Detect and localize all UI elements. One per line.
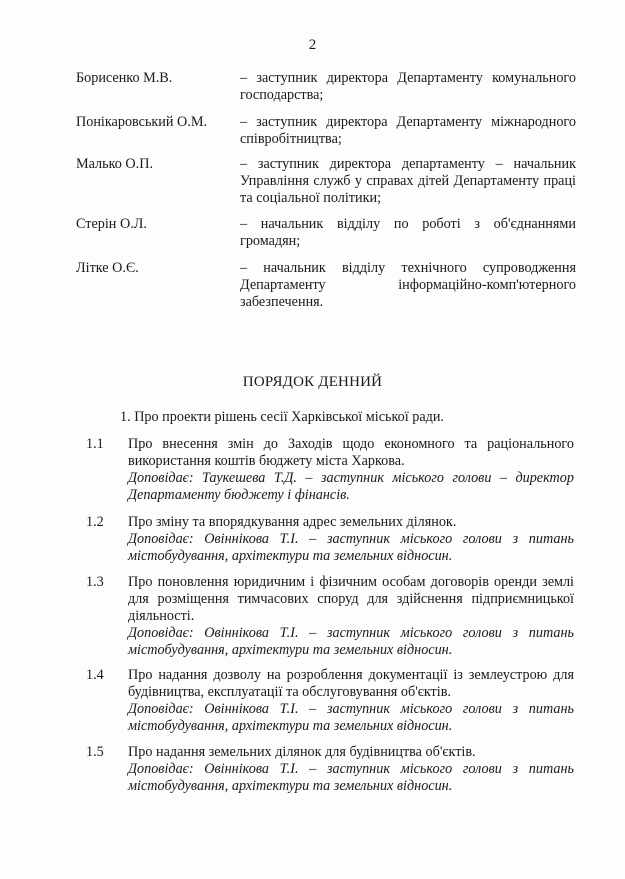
attendee-role: – заступник директора Департаменту міжнародного співробітництва; [240,114,576,147]
attendee-name: Борисенко М.В. [76,70,173,86]
attendee-name: Понікаровський О.М. [76,114,207,130]
agenda-item-text: Про внесення змін до Заходів щодо економного та раціонального використання коштів бюджету міста Харкова. [128,436,574,469]
agenda-item-text: Про надання дозволу на розроблення документації із землеустрою для будівництва, експлуатації та обслуговування об'єктів. [128,667,574,700]
agenda-section-heading: 1. Про проекти рішень сесії Харківської міської ради. [120,409,444,425]
agenda-item-speaker: Доповідає: Овіннікова Т.І. – заступник міського голови з питань містобудування, архітектури та земельних відносин. [128,531,574,564]
agenda-item-number: 1.4 [86,667,104,683]
attendee-role: – заступник директора департаменту – начальник Управління служб у справах дітей Департаменту праці та соціальної політики; [240,156,576,206]
agenda-item-number: 1.1 [86,436,104,452]
agenda-item-number: 1.3 [86,574,104,590]
agenda-item-speaker: Доповідає: Овіннікова Т.І. – заступник міського голови з питань містобудування, архітектури та земельних відносин. [128,701,574,734]
attendee-name: Малько О.П. [76,156,153,172]
agenda-item-speaker: Доповідає: Таукешева Т.Д. – заступник міського голови – директор Департаменту бюджету і фінансів. [128,470,574,503]
agenda-item-number: 1.2 [86,514,104,530]
agenda-item-text: Про надання земельних ділянок для будівництва об'єктів. [128,744,476,760]
agenda-item-text: Про поновлення юридичним і фізичним особам договорів оренди землі для розміщення тимчасових споруд для здійснення підприємницької діяльності. [128,574,574,624]
attendee-name: Літке О.Є. [76,260,139,276]
agenda-title: ПОРЯДОК ДЕННИЙ [242,374,383,390]
attendee-role: – начальник відділу технічного супроводження Департаменту інформаційно-комп'ютерного забезпечення. [240,260,576,310]
attendee-name: Стерін О.Л. [76,216,147,232]
agenda-item-speaker: Доповідає: Овіннікова Т.І. – заступник міського голови з питань містобудування, архітектури та земельних відносин. [128,761,574,794]
agenda-item-text: Про зміну та впорядкування адрес земельних ділянок. [128,514,457,530]
attendee-role: – начальник відділу по роботі з об'єднаннями громадян; [240,216,576,249]
attendee-role: – заступник директора Департаменту комунального господарства; [240,70,576,103]
agenda-item-speaker: Доповідає: Овіннікова Т.І. – заступник міського голови з питань містобудування, архітектури та земельних відносин. [128,625,574,658]
agenda-item-number: 1.5 [86,744,104,760]
page-number: 2 [308,37,317,53]
